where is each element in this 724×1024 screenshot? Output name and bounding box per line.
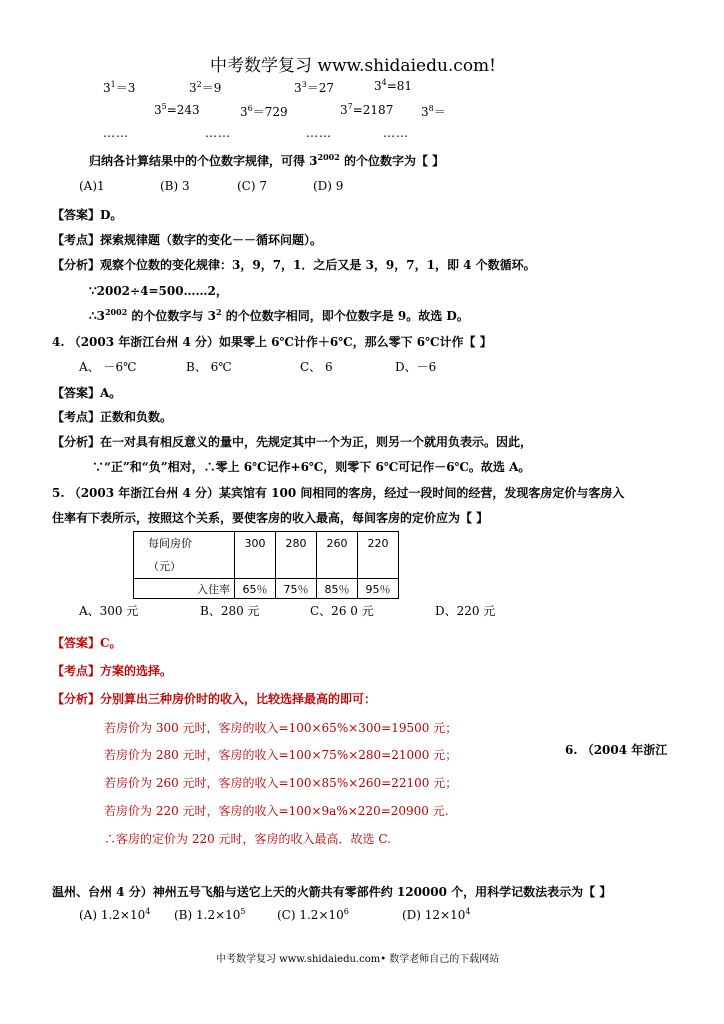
ellipsis-3: …… [306, 126, 332, 140]
q5-answer: 【答案】C。 [52, 636, 122, 650]
q5-line-2: 若房价为 280 元时，客房的收入=100×75%×280=21000 元； [104, 748, 458, 762]
q6-option-c: (C) $1.2\times 10^6$ [277, 907, 349, 922]
power-1: $3^1=3$ [103, 80, 136, 95]
q3-point: 【考点】探索规律题（数字的变化－－循环问题）。 [52, 233, 323, 247]
q3-answer: 【答案】D。 [52, 208, 123, 222]
table-cell: 85％ [317, 579, 358, 599]
table-cell: 280 [276, 532, 317, 579]
q3-option-b: (B) 3 [160, 179, 190, 193]
q3-stem: 归纳各计算结果中的个位数字规律，可得 $3^{2002}$ 的个位数字为【 】 [89, 152, 445, 168]
q5-option-c: C、26 0 元 [310, 604, 374, 618]
q4-point: 【考点】正数和负数。 [52, 410, 173, 424]
power-2: $3^2=9$ [189, 80, 222, 95]
price-label: 每间房价 [148, 537, 192, 550]
price-unit: （元） [148, 560, 181, 573]
q3-step-2: $\therefore 3^{2002}$ 的个位数字与 $3^2$ 的个位数字相同，即个位数字是 9。故选 D。 [89, 307, 469, 323]
power-5: $3^5=243$ [154, 102, 200, 117]
q3-option-c: (C) 7 [237, 179, 267, 193]
q5-conclusion: ∴客房的定价为 220 元时，客房的收入最高．故选 C. [104, 832, 391, 846]
q3-analysis: 【分析】观察个位数的变化规律：3，9，7，1．之后又是 3，9，7，1，即 4 个数循环。 [52, 258, 536, 272]
ellipsis-2: …… [205, 126, 231, 140]
power-8: $3^8=$ [421, 104, 446, 119]
q4-option-d: D、－6 [395, 360, 437, 374]
q3-option-d: (D) 9 [313, 179, 344, 193]
table-cell: 300 [235, 532, 276, 579]
q4-analysis: 【分析】在一对具有相反意义的量中，先规定其中一个为正，则另一个就用负表示。因此， [52, 435, 533, 449]
power-4: $3^4=81$ [374, 78, 413, 93]
table-row [134, 532, 399, 579]
q5-option-b: B、280 元 [200, 604, 260, 618]
table-header-price [134, 532, 235, 579]
q3-option-a: (A)1 [79, 179, 105, 193]
table-header-rate: 入住率 [134, 579, 235, 599]
table-cell: 65％ [235, 579, 276, 599]
q6-option-d: (D) $12\times 10^4$ [402, 907, 471, 922]
q5-analysis: 【分析】分别算出三种房价时的收入，比较选择最高的即可： [52, 692, 377, 706]
table-cell: 220 [358, 532, 399, 579]
power-3: $3^3=27$ [294, 80, 335, 95]
q6-option-b: (B) $1.2\times 10^5$ [174, 907, 246, 922]
q5-option-a: A、300 元 [79, 604, 139, 618]
q6-option-a: (A) $1.2\times 10^4$ [79, 907, 151, 922]
q4-option-c: C、 6 [300, 360, 333, 374]
q5-option-d: D、220 元 [435, 604, 496, 618]
q5-stem-line-2: 住率有下表所示，按照这个关系，要使客房的收入最高，每间客房的定价应为【 】 [52, 511, 489, 525]
power-6: $3^6=729$ [240, 104, 288, 119]
q4-option-a: A、 －6℃ [79, 360, 137, 374]
page-header: 中考数学复习 www.shidaiedu.com! [210, 56, 497, 76]
q3-step-1: ∵2002÷4=500……2， [89, 284, 228, 298]
ellipsis-4: …… [383, 126, 409, 140]
q4-answer: 【答案】A。 [52, 386, 122, 400]
page-footer: 中考数学复习 www.shidaiedu.com• 数学老师自己的下载网站 [216, 954, 500, 965]
q5-line-4: 若房价为 220 元时，客房的收入=100×9a%×220=20900 元. [104, 804, 449, 818]
q5-line-1: 若房价为 300 元时，客房的收入=100×65%×300=19500 元； [104, 721, 458, 735]
price-occupancy-table [133, 531, 399, 599]
q6-stem-part-1: 6. （2004 年浙江 [565, 743, 668, 757]
q6-stem-part-2: 温州、台州 4 分）神州五号飞船与送它上天的火箭共有零部件约 120000 个，用科学记数法表示为【 】 [52, 885, 612, 899]
power-7: $3^7=2187$ [340, 102, 394, 117]
ellipsis-1: …… [103, 126, 129, 140]
table-cell: 95％ [358, 579, 399, 599]
q4-option-b: B、 6℃ [186, 360, 232, 374]
q4-stem: 4. （2003 年浙江台州 4 分）如果零上 6℃计作＋6℃，那么零下 6℃计作【 】 [52, 335, 492, 349]
table-cell: 260 [317, 532, 358, 579]
q5-stem-line-1: 5. （2003 年浙江台州 4 分）某宾馆有 100 间相同的客房，经过一段时间的经营，发现客房定价与客房入 [52, 486, 625, 500]
q4-step-1: ∵“正”和“负”相对，∴零上 6℃记作+6℃，则零下 6℃可记作－6℃。故选 A。 [92, 460, 531, 474]
table-row [134, 579, 399, 599]
table-cell: 75％ [276, 579, 317, 599]
q5-point: 【考点】方案的选择。 [52, 664, 173, 678]
q5-line-3: 若房价为 260 元时，客房的收入=100×85%×260=22100 元； [104, 776, 458, 790]
